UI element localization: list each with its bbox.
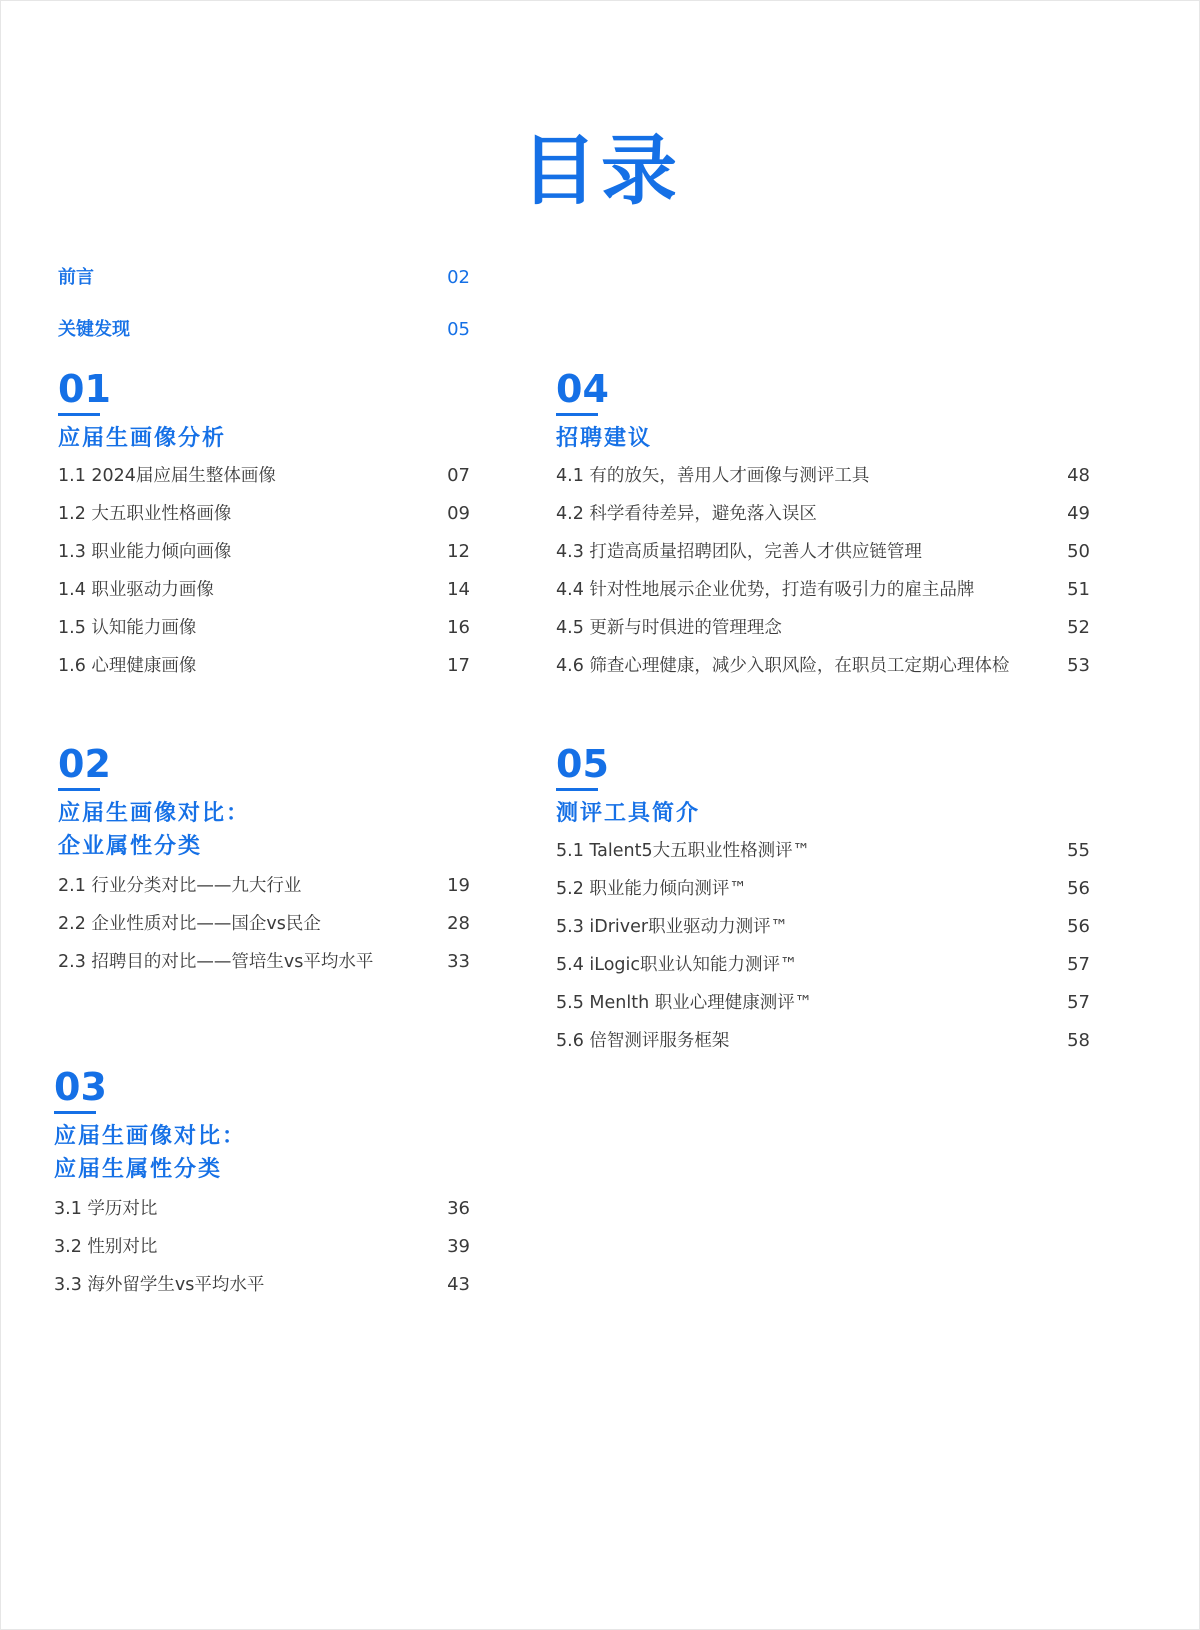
entry-label: 1.5 认知能力画像: [58, 618, 197, 638]
section-title-line: 应届生画像对比：: [58, 801, 251, 826]
entry-page: 17: [447, 655, 470, 676]
entry-label: 4.3 打造高质量招聘团队，完善人才供应链管理: [556, 542, 922, 562]
entry-page: 14: [447, 579, 470, 600]
toc-entry[interactable]: [58, 867, 470, 905]
toc-entry[interactable]: [556, 946, 1090, 984]
toc-entry[interactable]: [58, 609, 470, 647]
entry-label: 5.1 Talent5大五职业性格测评™: [556, 841, 811, 861]
entry-page: 49: [1067, 503, 1090, 524]
entry-label: 4.2 科学看待差异，避免落入误区: [556, 504, 817, 524]
entry-page: 36: [447, 1198, 470, 1219]
entry-page: 48: [1067, 465, 1090, 486]
entry-label: 1.4 职业驱动力画像: [58, 580, 214, 600]
entry-page: 39: [447, 1236, 470, 1257]
entry-page: 56: [1067, 878, 1090, 899]
section-number: 02: [58, 742, 111, 786]
entry-page: 57: [1067, 954, 1090, 975]
section-title-line: 企业属性分类: [58, 834, 203, 859]
entry-page: 19: [447, 875, 470, 896]
toc-entry[interactable]: [58, 457, 470, 495]
toc-entry-preface[interactable]: [58, 266, 470, 290]
toc-entry[interactable]: [556, 571, 1090, 609]
entry-page: 02: [447, 267, 470, 288]
toc-entry[interactable]: [58, 905, 470, 943]
section-number: 05: [556, 742, 609, 786]
entry-page: 43: [447, 1274, 470, 1295]
section-title: [58, 797, 470, 863]
section-title-line: 测评工具简介: [556, 801, 701, 826]
section-number: 03: [54, 1065, 107, 1109]
toc-entry[interactable]: [556, 533, 1090, 571]
toc-entry[interactable]: [58, 943, 470, 981]
toc-entry[interactable]: [556, 609, 1090, 647]
entry-page: 53: [1067, 655, 1090, 676]
section-title-line: 应届生属性分类: [54, 1157, 223, 1182]
entry-label: 5.2 职业能力倾向测评™: [556, 879, 747, 899]
toc-entry[interactable]: [54, 1228, 470, 1266]
section-underline: [58, 788, 100, 791]
entry-page: 28: [447, 913, 470, 934]
section-number: 01: [58, 367, 111, 411]
entry-page: 16: [447, 617, 470, 638]
entry-page: 12: [447, 541, 470, 562]
section-title: [54, 1120, 470, 1186]
toc-entry[interactable]: [54, 1266, 470, 1304]
entry-label: 5.5 Menlth 职业心理健康测评™: [556, 993, 813, 1013]
entry-label: 1.6 心理健康画像: [58, 656, 197, 676]
entry-page: 55: [1067, 840, 1090, 861]
toc-entry[interactable]: [556, 647, 1090, 685]
toc-entry[interactable]: [556, 457, 1090, 495]
entry-page: 50: [1067, 541, 1090, 562]
section-title-line: 招聘建议: [556, 426, 653, 451]
entry-page: 05: [447, 319, 470, 340]
toc-entry[interactable]: [58, 533, 470, 571]
section-02: [58, 744, 470, 981]
toc-entry[interactable]: [58, 571, 470, 609]
entry-page: 57: [1067, 992, 1090, 1013]
entry-page: 07: [447, 465, 470, 486]
entry-label: 4.4 针对性地展示企业优势，打造有吸引力的雇主品牌: [556, 580, 975, 600]
page-title: 目录: [521, 126, 681, 215]
toc-entry[interactable]: [54, 1190, 470, 1228]
toc-entry[interactable]: [556, 870, 1090, 908]
section-underline: [556, 413, 598, 416]
toc-entry[interactable]: [58, 495, 470, 533]
entry-label: 4.6 筛查心理健康，减少入职风险，在职员工定期心理体检: [556, 656, 1010, 676]
entry-page: 33: [447, 951, 470, 972]
toc-entry[interactable]: [58, 647, 470, 685]
section-03: [54, 1067, 470, 1304]
section-01: [58, 369, 470, 685]
entry-page: 56: [1067, 916, 1090, 937]
entry-label: 1.1 2024届应届生整体画像: [58, 466, 276, 486]
entry-label: 4.1 有的放矢，善用人才画像与测评工具: [556, 466, 870, 486]
entry-label: 2.3 招聘目的对比——管培生vs平均水平: [58, 952, 374, 972]
entry-label: 3.1 学历对比: [54, 1199, 158, 1219]
toc-entry[interactable]: [556, 908, 1090, 946]
toc-entry-key-findings[interactable]: [58, 318, 470, 342]
section-underline: [556, 788, 598, 791]
section-number: 04: [556, 367, 609, 411]
section-04: [556, 369, 1090, 685]
entry-label: 5.6 倍智测评服务框架: [556, 1031, 730, 1051]
entry-label: 3.2 性别对比: [54, 1237, 158, 1257]
toc-entry[interactable]: [556, 832, 1090, 870]
section-underline: [58, 413, 100, 416]
toc-entry[interactable]: [556, 1022, 1090, 1060]
entry-label: 1.2 大五职业性格画像: [58, 504, 232, 524]
entry-label: 5.3 iDriver职业驱动力测评™: [556, 917, 789, 937]
section-05: [556, 744, 1090, 1060]
entry-label: 1.3 职业能力倾向画像: [58, 542, 232, 562]
entry-label: 5.4 iLogic职业认知能力测评™: [556, 955, 798, 975]
entry-page: 09: [447, 503, 470, 524]
entry-label: 3.3 海外留学生vs平均水平: [54, 1275, 265, 1295]
section-title-line: 应届生画像对比：: [54, 1124, 247, 1149]
entry-label: 前言: [58, 267, 94, 288]
entry-label: 2.1 行业分类对比——九大行业: [58, 876, 302, 896]
entry-label: 关键发现: [58, 319, 130, 340]
toc-entry[interactable]: [556, 984, 1090, 1022]
entry-page: 58: [1067, 1030, 1090, 1051]
toc-entry[interactable]: [556, 495, 1090, 533]
entry-page: 51: [1067, 579, 1090, 600]
section-title: [556, 797, 1090, 830]
entry-label: 2.2 企业性质对比——国企vs民企: [58, 914, 321, 934]
section-title: [556, 422, 1090, 455]
section-title: [58, 422, 470, 455]
section-title-line: 应届生画像分析: [58, 426, 227, 451]
entry-page: 52: [1067, 617, 1090, 638]
section-underline: [54, 1111, 96, 1114]
entry-label: 4.5 更新与时俱进的管理理念: [556, 618, 782, 638]
